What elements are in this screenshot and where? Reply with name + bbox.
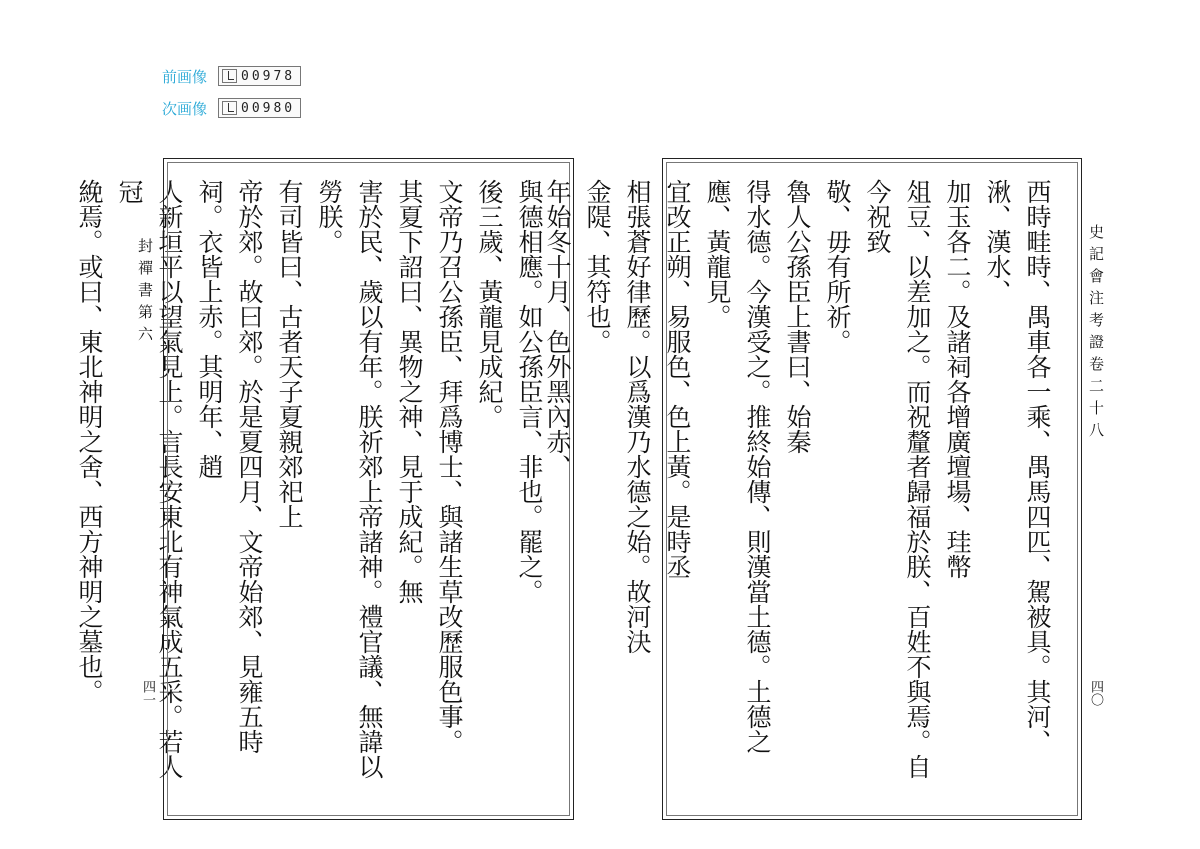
text-line: 西時畦時、禺車各一乘、禺馬四匹、駕被具。其河、湫、漢水、 <box>983 179 1052 754</box>
text-line: 金隄、其符也。 <box>583 179 612 354</box>
text-line: 絻焉。或曰、東北神明之舍、西方神明之墓也。 <box>75 179 104 704</box>
prev-image-number: 00978 <box>241 68 296 84</box>
text-line: 敬、毋有所祈。 <box>823 179 852 354</box>
prev-image-link[interactable]: 前画像 <box>162 67 208 86</box>
text-line: 宜改正朔、易服色、色上黃。是時丞 <box>663 179 692 579</box>
text-line: 相張蒼好律歷。以爲漢乃水德之始。故河決 <box>623 179 652 654</box>
text-line: 祠。衣皆上赤。其明年、趙 <box>195 179 224 479</box>
right-running-header: 史記會注考證卷二十八 <box>1087 224 1105 444</box>
text-line: 帝於郊。故曰郊。於是夏四月、文帝始郊、見雍五時 <box>235 179 264 754</box>
right-page-text <box>543 179 1057 799</box>
next-image-number: 00980 <box>241 100 296 116</box>
text-line: 俎豆、以差加之。而祝釐者歸福於朕、百姓不與焉。自今祝致 <box>863 179 932 779</box>
next-image-button[interactable] <box>218 98 301 118</box>
text-line: 得水德。今漢受之。推終始傳、則漢當土德。土德之應、黃龍見。 <box>703 179 772 754</box>
jump-icon <box>222 69 237 83</box>
prev-image-button[interactable] <box>218 66 301 86</box>
text-line: 與德相應。如公孫臣言、非也。罷之。 <box>515 179 544 604</box>
text-line: 文帝乃召公孫臣、拜爲博士、與諸生草改歷服色事。 <box>435 179 464 754</box>
next-image-nav <box>162 97 301 119</box>
prev-image-nav <box>162 65 301 87</box>
text-line: 魯人公孫臣上書曰、始秦 <box>783 179 812 454</box>
text-line: 人新垣平以望氣見上。言長安東北有神氣成五采。若人冠 <box>115 179 184 779</box>
next-image-link[interactable]: 次画像 <box>162 99 208 118</box>
right-page <box>543 158 1082 820</box>
left-running-header: 封禪書第六 <box>136 238 154 348</box>
text-line: 其夏下詔曰、異物之神、見于成紀。無 <box>395 179 424 604</box>
jump-icon <box>222 101 237 115</box>
text-line: 害於民、歲以有年。朕祈郊上帝諸神。禮官議、無諱以勞朕。 <box>315 179 384 779</box>
text-line: 加玉各二。及諸祠各增廣壇場、珪幣 <box>943 179 972 579</box>
text-line: 有司皆曰、古者天子夏親郊祀上 <box>275 179 304 529</box>
left-folio: 四一 <box>140 680 155 706</box>
right-folio: 四〇 <box>1088 680 1103 706</box>
text-line: 後三歲、黃龍見成紀。 <box>475 179 504 429</box>
text-line: 年始冬十月、色外黑內赤、 <box>543 179 572 479</box>
